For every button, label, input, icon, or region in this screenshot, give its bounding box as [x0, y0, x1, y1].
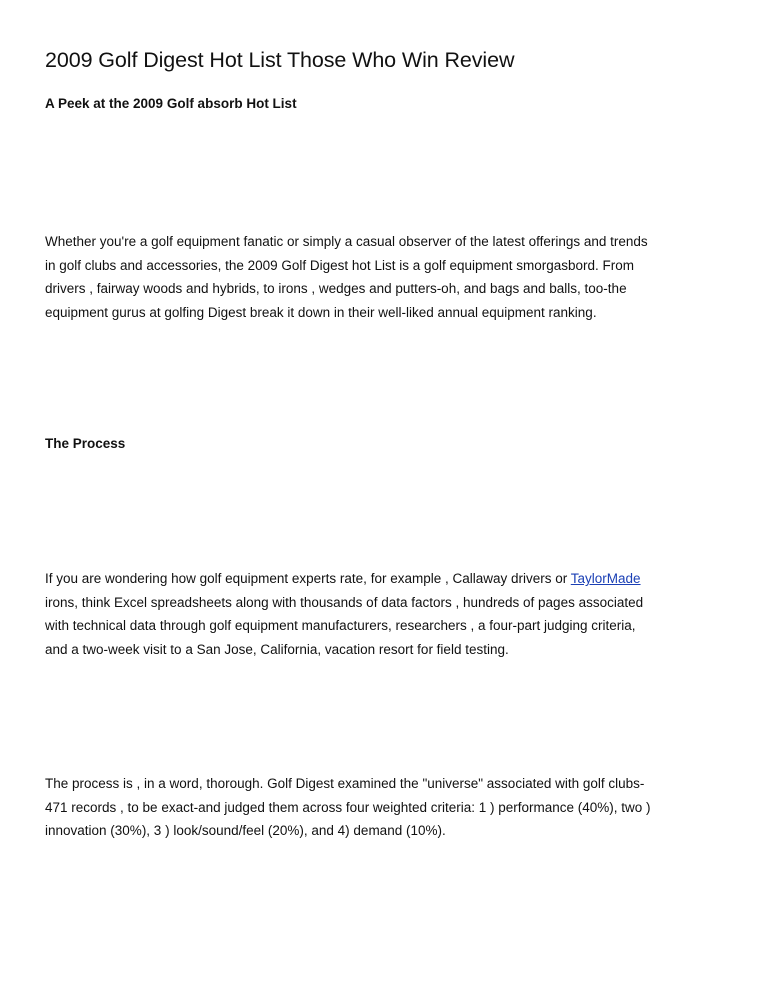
page-title: 2009 Golf Digest Hot List Those Who Win Review — [45, 48, 515, 72]
process-line: 471 records , to be exact-and judged them across four weighted criteria: 1 ) performance (40%), two ) — [45, 799, 651, 815]
process-line — [45, 567, 735, 591]
intro-paragraph — [45, 230, 735, 324]
intro-line: equipment gurus at golfing Digest break it down in their well-liked annual equipment ranking. — [45, 304, 597, 320]
process-line-text: If you are wondering how golf equipment experts rate, for example , Callaway drivers or — [45, 571, 571, 586]
process-line: with technical data through golf equipment manufacturers, researchers , a four-part judging criteria, — [45, 618, 636, 633]
process-paragraph-2 — [45, 772, 735, 843]
process-line: and a two-week visit to a San Jose, California, vacation resort for field testing. — [45, 641, 509, 657]
process-heading: The Process — [45, 436, 126, 451]
subtitle-heading: A Peek at the 2009 Golf absorb Hot List — [45, 96, 297, 111]
intro-line: in golf clubs and accessories, the 2009 Golf Digest hot List is a golf equipment smorgasbord. From — [45, 257, 635, 273]
process-line: The process is , in a word, thorough. Golf Digest examined the "universe" associated with golf clubs- — [45, 776, 645, 791]
process-line: irons, think Excel spreadsheets along with thousands of data factors , hundreds of pages associated — [45, 594, 644, 610]
taylormade-link[interactable]: TaylorMade — [570, 571, 641, 586]
process-line: innovation (30%), 3 ) look/sound/feel (20%), and 4) demand (10%). — [45, 823, 446, 838]
intro-line: drivers , fairway woods and hybrids, to irons , wedges and putters-oh, and bags and balls, too-the — [45, 281, 627, 296]
intro-line: Whether you're a golf equipment fanatic or simply a casual observer of the latest offerings and trends — [45, 234, 648, 249]
process-paragraph-1 — [45, 567, 735, 661]
